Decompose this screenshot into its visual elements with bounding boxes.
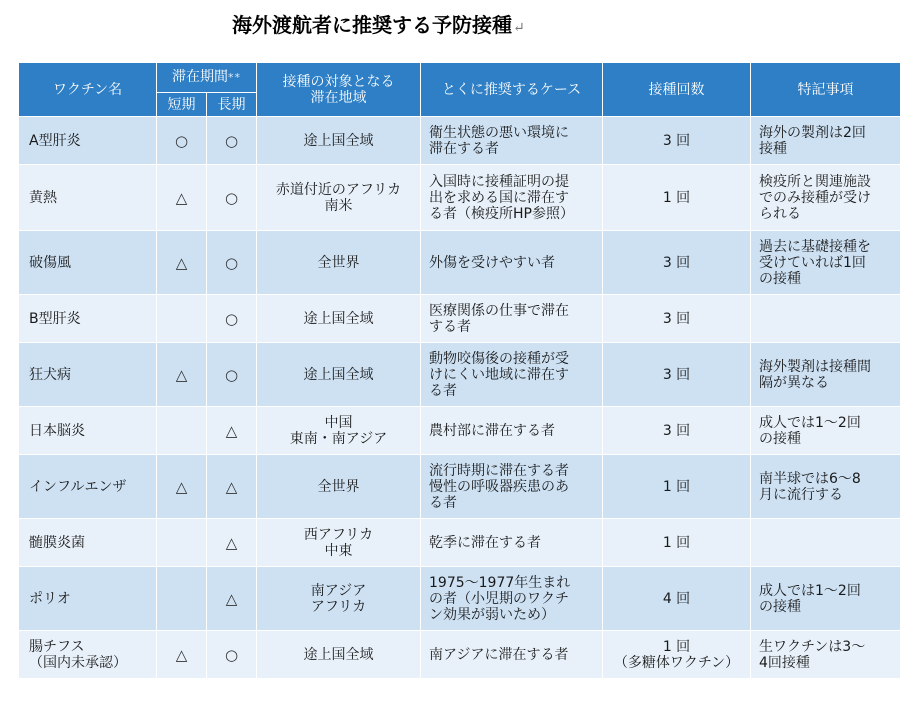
region-cell: 赤道付近のアフリカ 南米 [257, 165, 421, 231]
vaccine-name-cell: ポリオ [19, 567, 157, 631]
long-stay-cell: ○ [207, 117, 257, 165]
cases-cell: 動物咬傷後の接種が受 けにくい地域に滞在す る者 [421, 343, 603, 407]
long-stay-cell: ○ [207, 165, 257, 231]
vaccine-name-cell: インフルエンザ [19, 455, 157, 519]
table-row [19, 343, 901, 407]
region-cell: 途上国全域 [257, 295, 421, 343]
notes-cell [751, 295, 901, 343]
header-notes: 特記事項 [751, 63, 901, 117]
notes-cell: 成人では1〜2回 の接種 [751, 407, 901, 455]
table-row [19, 455, 901, 519]
doses-cell: 3 回 [603, 407, 751, 455]
cases-cell: 流行時期に滞在する者 慢性の呼吸器疾患のあ る者 [421, 455, 603, 519]
vaccine-name-cell: 狂犬病 [19, 343, 157, 407]
long-stay-cell: ○ [207, 231, 257, 295]
notes-cell: 海外の製剤は2回 接種 [751, 117, 901, 165]
short-stay-cell [157, 407, 207, 455]
long-stay-cell: △ [207, 407, 257, 455]
header-doses: 接種回数 [603, 63, 751, 117]
short-stay-cell: △ [157, 455, 207, 519]
notes-cell: 成人では1〜2回 の接種 [751, 567, 901, 631]
short-stay-cell [157, 519, 207, 567]
region-cell: 途上国全域 [257, 631, 421, 679]
header-cases: とくに推奨するケース [421, 63, 603, 117]
header-long: 長期 [207, 93, 257, 117]
notes-cell: 海外製剤は接種間 隔が異なる [751, 343, 901, 407]
long-stay-cell: ○ [207, 631, 257, 679]
doses-cell: 3 回 [603, 295, 751, 343]
doses-cell: 1 回 [603, 519, 751, 567]
short-stay-cell [157, 567, 207, 631]
cases-cell: 衛生状態の悪い環境に 滞在する者 [421, 117, 603, 165]
long-stay-cell: △ [207, 519, 257, 567]
vaccine-table [18, 62, 901, 679]
short-stay-cell [157, 295, 207, 343]
long-stay-cell: △ [207, 567, 257, 631]
long-stay-cell: ○ [207, 295, 257, 343]
table-row [19, 165, 901, 231]
long-stay-cell: △ [207, 455, 257, 519]
doses-cell: 1 回 （多糖体ワクチン） [603, 631, 751, 679]
vaccine-name-cell: 日本脳炎 [19, 407, 157, 455]
doses-cell: 3 回 [603, 231, 751, 295]
notes-cell [751, 519, 901, 567]
region-cell: 全世界 [257, 455, 421, 519]
table-row [19, 231, 901, 295]
table-row [19, 295, 901, 343]
vaccine-name-cell: B型肝炎 [19, 295, 157, 343]
vaccine-name-cell: 腸チフス （国内未承認） [19, 631, 157, 679]
notes-cell: 検疫所と関連施設 でのみ接種が受け られる [751, 165, 901, 231]
region-cell: 途上国全域 [257, 343, 421, 407]
cases-cell: 1975〜1977年生まれ の者（小児期のワクチ ン効果が弱いため） [421, 567, 603, 631]
cases-cell: 南アジアに滞在する者 [421, 631, 603, 679]
cases-cell: 農村部に滞在する者 [421, 407, 603, 455]
table-row [19, 519, 901, 567]
short-stay-cell: △ [157, 343, 207, 407]
region-cell: 西アフリカ 中東 [257, 519, 421, 567]
short-stay-cell: △ [157, 631, 207, 679]
short-stay-cell: △ [157, 231, 207, 295]
doses-cell: 1 回 [603, 165, 751, 231]
table-row [19, 117, 901, 165]
short-stay-cell: △ [157, 165, 207, 231]
doses-cell: 3 回 [603, 117, 751, 165]
stay-period-mark: ** [228, 71, 241, 84]
doses-cell: 4 回 [603, 567, 751, 631]
header-short: 短期 [157, 93, 207, 117]
vaccine-name-cell: 髄膜炎菌 [19, 519, 157, 567]
doses-cell: 1 回 [603, 455, 751, 519]
region-cell: 全世界 [257, 231, 421, 295]
doses-cell: 3 回 [603, 343, 751, 407]
header-stay-period: 滞在期間** [157, 63, 257, 93]
notes-cell: 過去に基礎接種を 受けていれば1回 の接種 [751, 231, 901, 295]
region-cell: 南アジア アフリカ [257, 567, 421, 631]
long-stay-cell: ○ [207, 343, 257, 407]
vaccine-name-cell: 破傷風 [19, 231, 157, 295]
table-row [19, 631, 901, 679]
cases-cell: 入国時に接種証明の提 出を求める国に滞在す る者（検疫所HP参照） [421, 165, 603, 231]
vaccine-name-cell: A型肝炎 [19, 117, 157, 165]
header-region: 接種の対象となる 滞在地域 [257, 63, 421, 117]
table-row [19, 567, 901, 631]
cases-cell: 外傷を受けやすい者 [421, 231, 603, 295]
region-cell: 中国 東南・南アジア [257, 407, 421, 455]
return-mark: ↵ [513, 20, 525, 36]
vaccine-name-cell: 黄熱 [19, 165, 157, 231]
cases-cell: 乾季に滞在する者 [421, 519, 603, 567]
cases-cell: 医療関係の仕事で滞在 する者 [421, 295, 603, 343]
short-stay-cell: ○ [157, 117, 207, 165]
header-vaccine-name: ワクチン名 [19, 63, 157, 117]
table-row [19, 407, 901, 455]
region-cell: 途上国全域 [257, 117, 421, 165]
notes-cell: 南半球では6〜8 月に流行する [751, 455, 901, 519]
notes-cell: 生ワクチンは3〜 4回接種 [751, 631, 901, 679]
page-title: 海外渡航者に推奨する予防接種↵ [232, 13, 525, 37]
